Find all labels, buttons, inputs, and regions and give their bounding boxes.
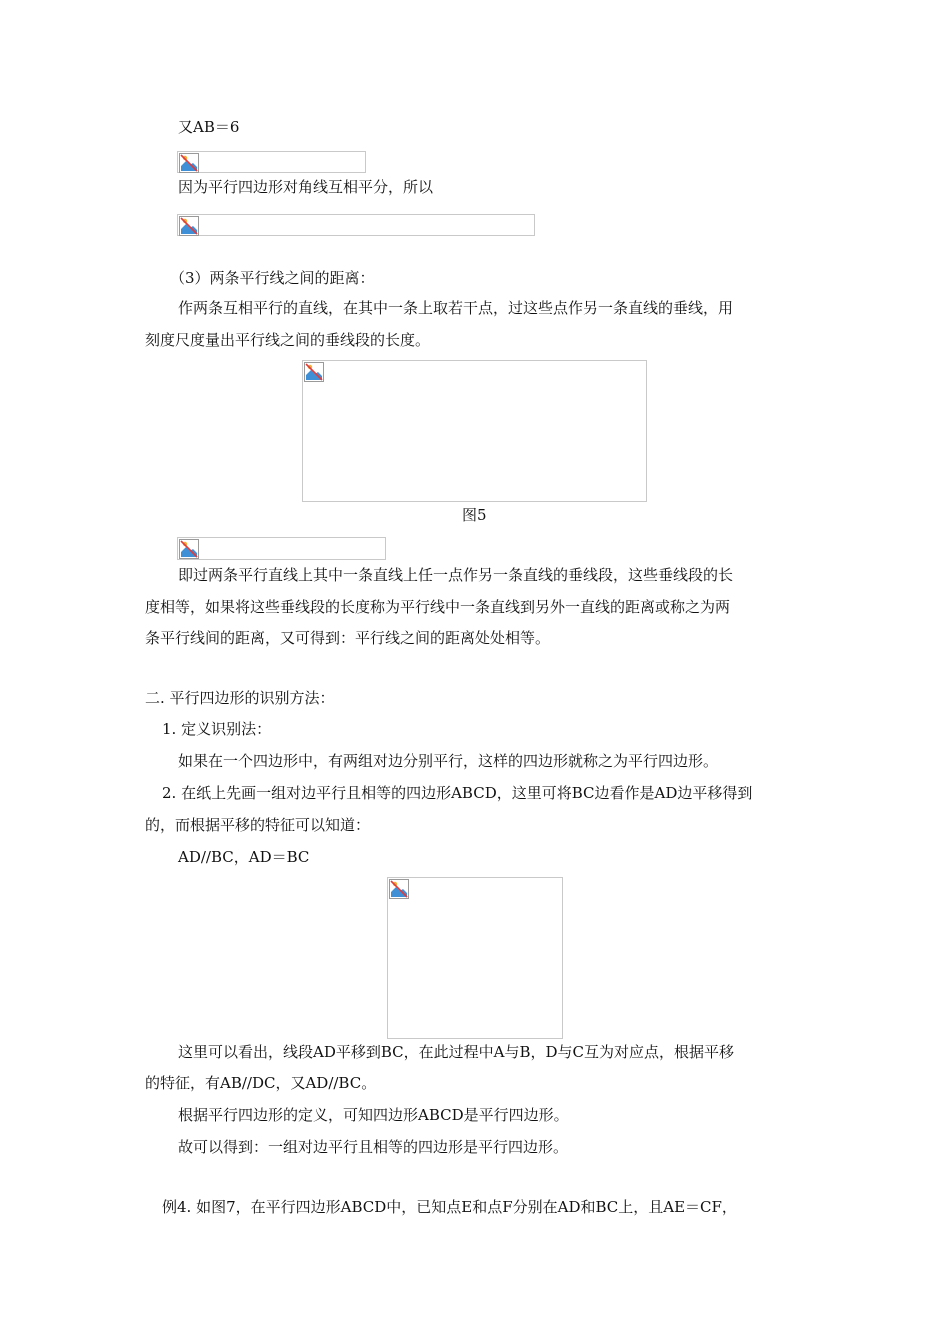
broken-image-icon (179, 539, 199, 559)
figure-5-image (302, 360, 647, 502)
inline-formula-image (177, 214, 535, 236)
text-line: 度相等，如果将这些垂线段的长度称为平行线中一条直线到另外一直线的距离或称之为两 (145, 598, 731, 616)
example-heading: 例4. 如图7，在平行四边形ABCD中，已知点E和点F分别在AD和BC上，且AE＝CF， (162, 1198, 737, 1216)
figure-6-image (387, 877, 563, 1039)
text-line: 因为平行四边形对角线互相平分，所以 (178, 178, 434, 196)
broken-image-icon (389, 879, 409, 899)
text-line: 的特征，有AB//DC，又AD//BC。 (145, 1074, 377, 1092)
inline-formula-image (177, 151, 366, 173)
inline-formula-image (177, 537, 386, 560)
section-heading: 二. 平行四边形的识别方法： (145, 689, 335, 707)
text-line: 的，而根据平移的特征可以知道： (145, 816, 371, 834)
text-line: 条平行线间的距离，又可得到：平行线之间的距离处处相等。 (145, 629, 551, 647)
section-heading: （3）两条平行线之间的距离： (170, 269, 375, 287)
text-line: 故可以得到：一组对边平行且相等的四边形是平行四边形。 (178, 1138, 569, 1156)
text-line: 刻度尺度量出平行线之间的垂线段的长度。 (145, 331, 431, 349)
text-line: 这里可以看出，线段AD平移到BC，在此过程中A与B，D与C互为对应点，根据平移 (178, 1043, 734, 1061)
text-line: 根据平行四边形的定义，可知四边形ABCD是平行四边形。 (178, 1106, 569, 1124)
list-item: 1. 定义识别法： (162, 720, 272, 738)
text-line: 如果在一个四边形中，有两组对边分别平行，这样的四边形就称之为平行四边形。 (178, 752, 719, 770)
formula-line: AD//BC，AD＝BC (178, 848, 310, 866)
text-line: 即过两条平行直线上其中一条直线上任一点作另一条直线的垂线段，这些垂线段的长 (178, 566, 734, 584)
text-line: 又AB＝6 (178, 118, 240, 136)
text-line: 作两条互相平行的直线，在其中一条上取若干点，过这些点作另一条直线的垂线，用 (178, 299, 734, 317)
broken-image-icon (304, 362, 324, 382)
figure-caption: 图5 (462, 506, 487, 524)
list-item: 2. 在纸上先画一组对边平行且相等的四边形ABCD，这里可将BC边看作是AD边平移得到 (162, 784, 753, 802)
broken-image-icon (179, 153, 199, 173)
broken-image-icon (179, 216, 199, 236)
